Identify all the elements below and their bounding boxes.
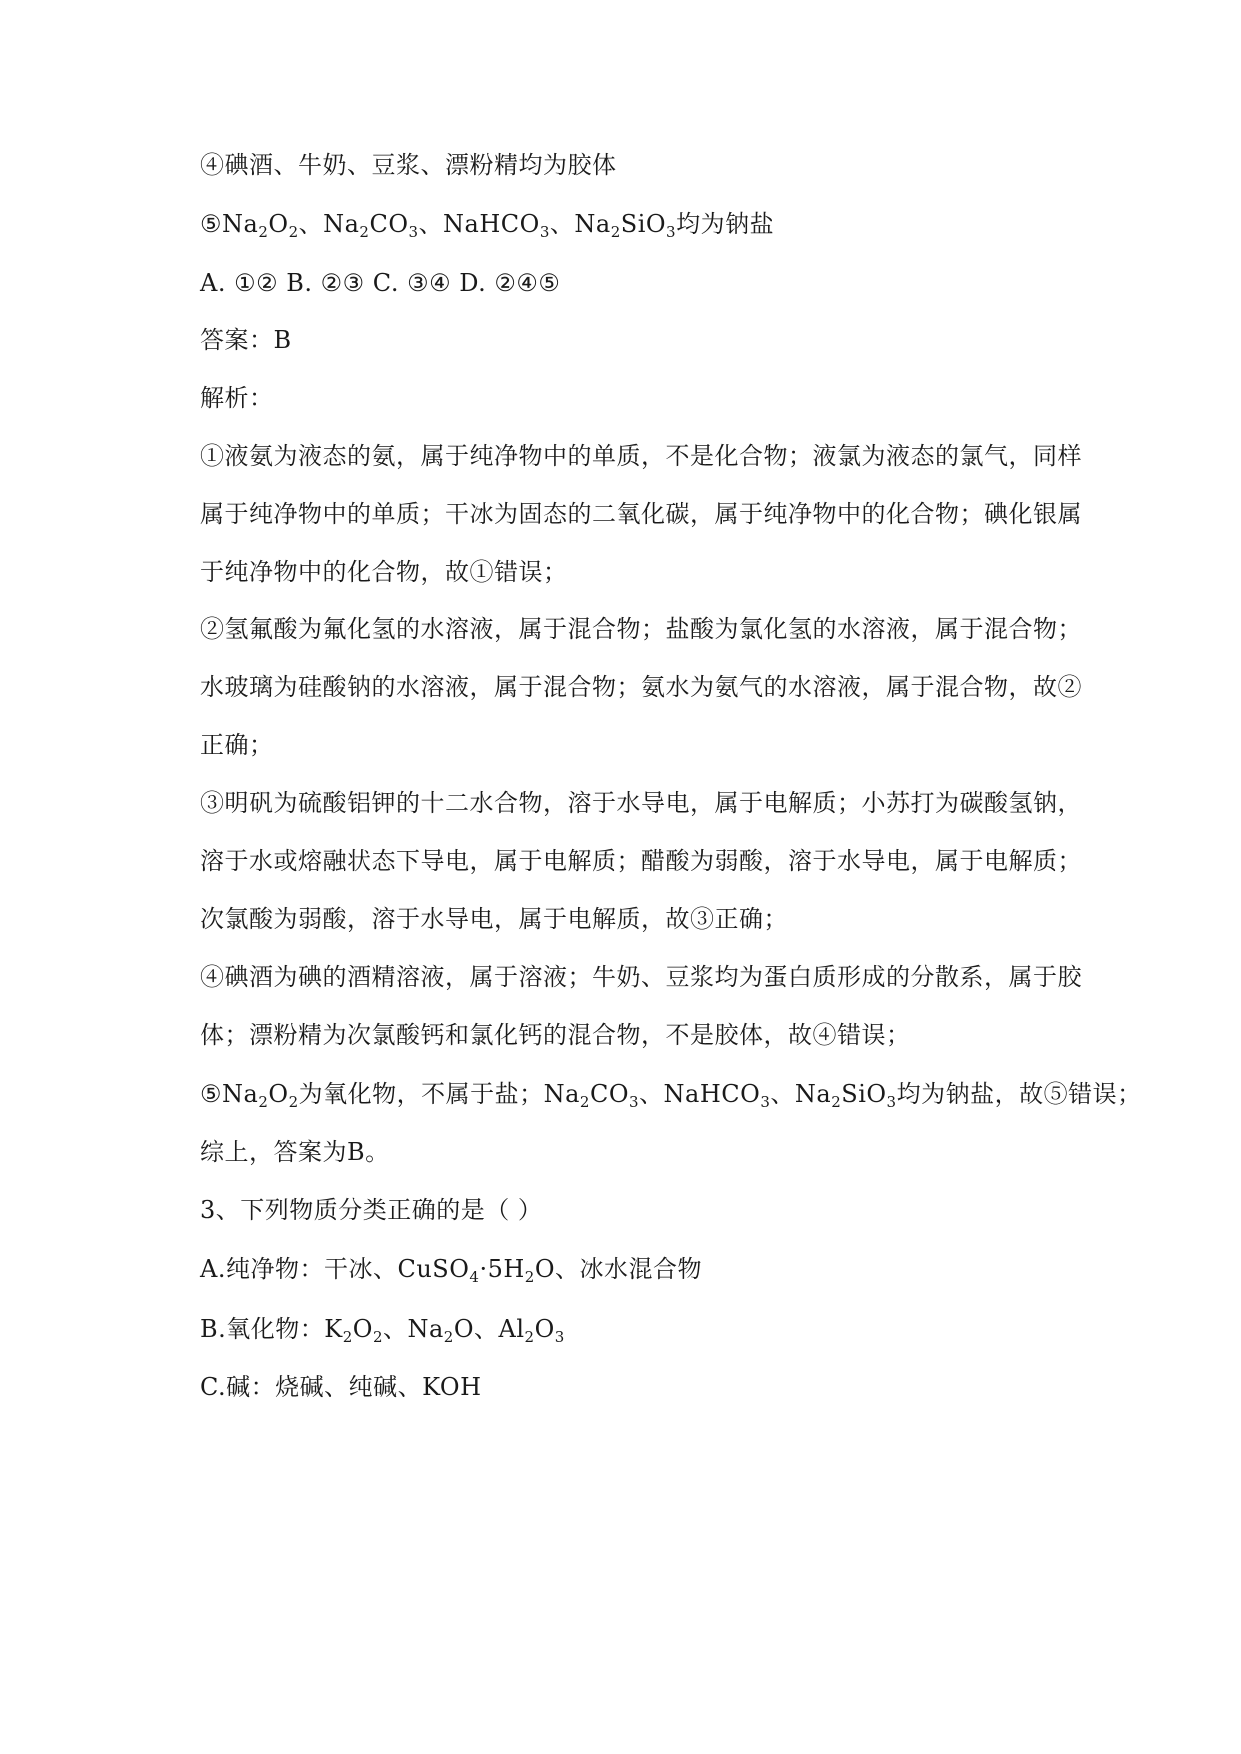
q2-answer: 答案：B bbox=[200, 326, 292, 354]
analysis-line: ②氢氟酸为氟化氢的水溶液，属于混合物；盐酸为氯化氢的水溶液，属于混合物； bbox=[200, 615, 1082, 643]
analysis-label: 解析： bbox=[200, 384, 274, 412]
analysis-line: 溶于水或熔融状态下导电，属于电解质；醋酸为弱酸，溶于水导电，属于电解质； bbox=[200, 847, 1082, 875]
q3-stem: 3、下列物质分类正确的是（ ） bbox=[200, 1196, 543, 1224]
analysis-line: 体；漂粉精为次氯酸钙和氯化钙的混合物，不是胶体，故④错误； bbox=[200, 1021, 911, 1049]
analysis-conclusion: 综上，答案为B。 bbox=[200, 1138, 390, 1166]
q3-option-a: A.纯净物：干冰、$CuSO_4\cdot 5H_2O$、冰水混合物 bbox=[200, 1255, 703, 1286]
analysis-line: 次氯酸为弱酸，溶于水导电，属于电解质，故③正确； bbox=[200, 905, 788, 933]
q2-item-4: ④碘酒、牛奶、豆浆、漂粉精均为胶体 bbox=[200, 151, 617, 179]
q2-options: A. ①② B. ②③ C. ③④ D. ②④⑤ bbox=[200, 269, 561, 297]
analysis-line: 于纯净物中的化合物，故①错误； bbox=[200, 558, 568, 586]
analysis-line: 正确； bbox=[200, 731, 274, 759]
analysis-line: 属于纯净物中的单质；干冰为固态的二氧化碳，属于纯净物中的化合物；碘化银属 bbox=[200, 500, 1082, 528]
analysis-line: ③明矾为硫酸铝钾的十二水合物，溶于水导电，属于电解质；小苏打为碳酸氢钠， bbox=[200, 789, 1082, 817]
analysis-line: 水玻璃为硅酸钠的水溶液，属于混合物；氨水为氨气的水溶液，属于混合物，故② bbox=[200, 673, 1082, 701]
analysis-line: ④碘酒为碘的酒精溶液，属于溶液；牛奶、豆浆均为蛋白质形成的分散系，属于胶 bbox=[200, 963, 1082, 991]
q2-item-5: $⑤Na_2O_2$、$Na_2CO_3$、NaHCO$_3$、$Na_2SiO_3$均为钠盐 bbox=[200, 210, 775, 241]
q3-option-b: B.氧化物：$K_2O_2$、$Na_2O$、$Al_2O_3$ bbox=[200, 1315, 565, 1346]
analysis-line-5: $⑤Na_2O_2$为氧化物，不属于盐；$Na_2CO_3$、NaHCO$_3$、$Na_2SiO_3$均为钠盐，故⑤错误； bbox=[200, 1080, 1142, 1111]
q3-option-c: C.碱：烧碱、纯碱、KOH bbox=[200, 1373, 482, 1401]
analysis-line: ①液氨为液态的氨，属于纯净物中的单质，不是化合物；液氯为液态的氯气，同样 bbox=[200, 442, 1082, 470]
